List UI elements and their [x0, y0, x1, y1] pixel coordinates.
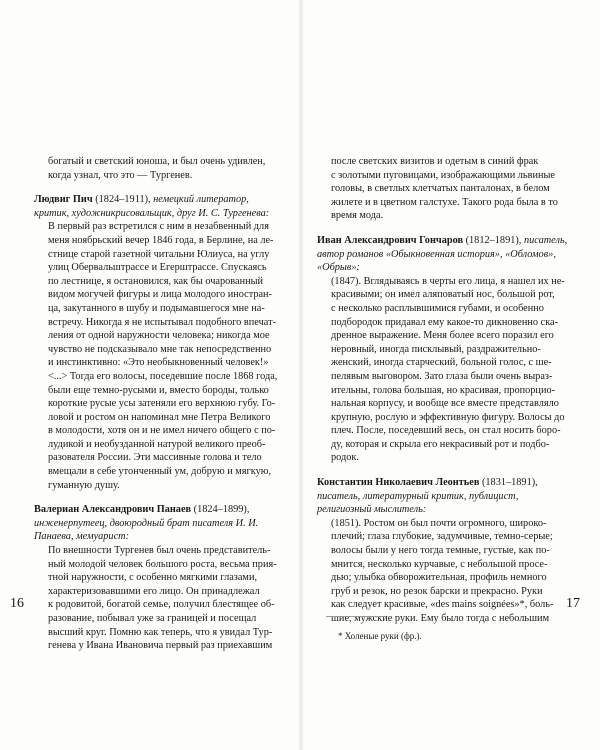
- text-line: лудикой и необузданной натурой великого преоб-: [48, 438, 266, 450]
- entry-panaev: [34, 503, 284, 653]
- entry-header: [34, 503, 284, 544]
- text-line: богатый и светский юноша, и был очень удивлен,: [48, 156, 266, 167]
- text-line: тной наружности, с особенно мягкими глазами,: [48, 572, 258, 584]
- text-line: плечий; глаза глубокие, задумчивые, темно-серые;: [331, 531, 553, 543]
- text-line: женский, иногда старческий, больной голос, с ше-: [331, 357, 552, 369]
- text-line: ловой и ростом он напоминал мне Петра Великого: [48, 411, 271, 423]
- text-line: стнице старой газетной читальни Юлиуса, на углу: [48, 248, 270, 260]
- text-line: с золотыми пуговицами, изображающими львиные: [331, 169, 555, 181]
- entry-header: [317, 234, 570, 275]
- entry-dates: (1831–1891),: [481, 477, 538, 489]
- text-line: головы, в светлых клетчатых панталонах, в белом: [331, 183, 550, 195]
- text-line: улиц Обервальштрассе и Егерштрассе. Спускаясь: [48, 262, 267, 274]
- text-line: дью; улыбка обворожительная, профиль немного: [331, 572, 547, 584]
- text-line: видом могучей фигуры и лица молодого иностран-: [48, 289, 272, 301]
- left-page-column: [34, 155, 284, 653]
- text-line: нальная корпусу, и вообще все вместе представляло: [331, 398, 559, 410]
- text-line: ду, которая и скрыла его некрасивый рот и подбо-: [331, 438, 550, 450]
- text-line: жилете и в цветном галстухе. Такого рода была в то: [331, 196, 558, 208]
- entry-dates: (1824–1899),: [193, 504, 250, 516]
- text-line: дренное выражение. Меня более всего поразил его: [331, 330, 554, 342]
- right-continuation: [317, 155, 570, 223]
- entry-pitsch: [34, 193, 284, 492]
- text-line: ный молодой человек большого роста, весьма прия-: [48, 558, 277, 570]
- text-line: волосы были у него тогда темные, густые, как по-: [331, 545, 550, 557]
- text-line: В первый раз встретился с ним в незабвенный для: [48, 221, 269, 233]
- entry-role: писатель, автор романов «Обыкновенная история», «Обломов», «Обрыв»:: [317, 234, 568, 274]
- entry-name: Константин Николаевич Леонтьев: [317, 477, 480, 489]
- right-page-column: [317, 155, 570, 626]
- text-line: по лестнице, я остановился, как бы очарованный: [48, 275, 264, 287]
- text-line: плеч. После, поседевший весь, он стал носить боро-: [331, 425, 561, 437]
- text-line: ления от одной наружности человека; никогда мое: [48, 330, 270, 342]
- text-line: гуманную душу.: [48, 479, 120, 491]
- footnote: * Холеные руки (фр.).: [338, 631, 422, 641]
- entry-name: Валериан Александрович Панаев: [34, 504, 192, 516]
- text-line: и инстинктивно: «Это необыкновенный человек!»: [48, 357, 269, 369]
- entry-role: писатель, литературный критик, публицист, религиозный мыслитель:: [317, 490, 519, 516]
- text-line: пелявым выговором. Зато глаза были очень выраз-: [331, 370, 553, 382]
- page-number-right: 17: [566, 596, 580, 611]
- page-number-left: 16: [10, 596, 24, 611]
- text-line: разователя России. Эти массивные голова и тело: [48, 452, 262, 464]
- text-line: высший круг. Помню как теперь, что я увидал Тур-: [48, 626, 273, 638]
- text-line: вмещали в себе утонченный ум, добрую и мягкую,: [48, 466, 272, 478]
- text-line: неровный, иногда писклывый, раздражительно-: [331, 343, 541, 355]
- text-line: мнится, несколько курчавые, с небольшой просе-: [331, 558, 548, 570]
- text-line: как следует красивые, «des mains soignées»*, боль-: [331, 599, 554, 611]
- text-line: после светских визитов и одетым в синий фрак: [331, 156, 539, 167]
- entry-body: [34, 220, 284, 492]
- text-line: чувство не подсказывало мне так непосредственно: [48, 343, 272, 355]
- text-line: родок.: [331, 452, 359, 464]
- entry-leontiev: [317, 476, 570, 626]
- text-line: были еще темно-русыми и, вместо бороды, только: [48, 384, 269, 396]
- left-continuation: [34, 155, 284, 182]
- text-line: встречу. Никогда я не испытывал подобного впечат-: [48, 316, 276, 328]
- text-line: красивыми; он имел аляповатый нос, большой рот,: [331, 289, 555, 301]
- entry-name: Людвиг Пич: [34, 194, 93, 206]
- text-line: подбородок придавал ему какое-то дикновенно ска-: [331, 316, 559, 328]
- entry-name: Иван Александрович Гончаров: [317, 234, 464, 246]
- entry-role: инженерпутеец, двоюродный брат писателя И. И. Панаева, мемуарист:: [34, 517, 259, 543]
- text-line: <...> Тогда его волосы, поседевшие после 1868 года,: [48, 370, 278, 382]
- entry-body: [34, 544, 284, 653]
- text-line: в молодости, хотя он и не имел ничего общего с по-: [48, 425, 276, 437]
- footnote-rule: [326, 616, 386, 617]
- entry-body: [317, 275, 570, 465]
- text-line: разование, побывал уже за границей и посещал: [48, 613, 257, 624]
- text-line: время мода.: [331, 210, 384, 222]
- entry-header: [317, 476, 570, 517]
- text-line: ца, закутанного в шубу и подымавшегося мне на-: [48, 302, 265, 314]
- text-line: характеризовавшими его лицо. Он принадлежал: [48, 585, 260, 597]
- text-line: крупную, рослую и эффективную фигуру. Волосы до: [331, 411, 565, 423]
- text-line: (1851). Ростом он был почти огромного, широко-: [331, 517, 547, 529]
- entry-goncharov: [317, 234, 570, 465]
- entry-body: [317, 517, 570, 626]
- text-line: По внешности Тургенев был очень представитель-: [48, 545, 271, 557]
- text-line: шие, мужские руки. Ему было тогда с небольшим: [331, 613, 550, 624]
- text-line: меня ноябрьский вечер 1846 года, в Берлине, на ле-: [48, 234, 274, 246]
- entry-header: [34, 193, 284, 220]
- text-line: короткие русые усы затеняли его верхнюю губу. Го-: [48, 398, 276, 410]
- text-line: к родовитой, богатой семье, получил блестящее об-: [48, 599, 275, 611]
- text-line: когда узнал, что это — Тургенев.: [48, 169, 193, 181]
- entry-dates: (1824–1911),: [95, 194, 151, 206]
- text-line: груб и резок, но резок барски и прекрасно. Руки: [331, 585, 543, 597]
- text-line: генева у Ивана Ивановича первый раз приехавшим: [48, 640, 273, 652]
- text-line: с несколько расплывшимися губами, и особенно: [331, 302, 544, 314]
- book-gutter: [298, 0, 304, 750]
- entry-dates: (1812–1891),: [465, 234, 522, 246]
- text-line: (1847). Вглядываясь в черты его лица, я нашел их не-: [331, 275, 565, 287]
- entry-role: немецкий литератор, критик, художникрисовальщик, друг И. С. Тургенева:: [34, 194, 270, 219]
- text-line: ительны, голова большая, но красивая, пропорцио-: [331, 384, 556, 396]
